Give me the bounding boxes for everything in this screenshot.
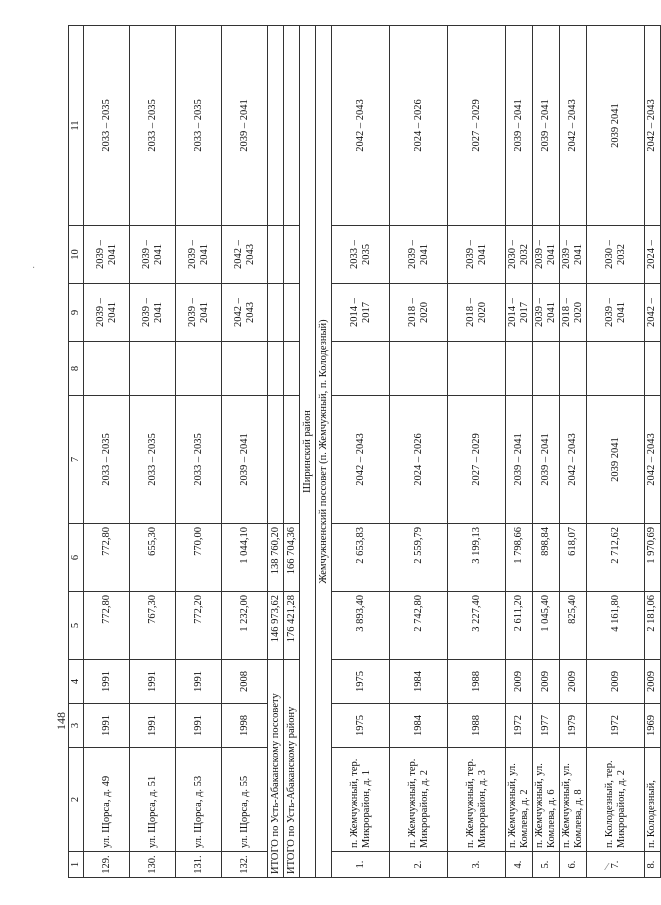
cell bbox=[332, 342, 390, 396]
cell: 1972 bbox=[506, 704, 533, 748]
row-number: 6. bbox=[560, 852, 587, 878]
cell: 2027 – 2029 bbox=[448, 396, 506, 524]
row-number: 3. bbox=[448, 852, 506, 878]
cell: 2 712,62 bbox=[587, 524, 645, 592]
cell bbox=[533, 342, 560, 396]
cell: 2042 – 2043 bbox=[560, 26, 587, 226]
cell: 2039 – 2041 bbox=[222, 26, 268, 226]
section-row bbox=[300, 26, 316, 878]
cell: 2033 – 2035 bbox=[176, 26, 222, 226]
total-row bbox=[284, 26, 300, 878]
table-row bbox=[130, 26, 176, 878]
cell: 1991 bbox=[84, 660, 130, 704]
cell: 1972 bbox=[587, 704, 645, 748]
cell: 2033 – 2035 bbox=[332, 226, 390, 284]
header-cell: 10 bbox=[69, 226, 84, 284]
header-cell: 11 bbox=[69, 26, 84, 226]
cell: 1991 bbox=[176, 704, 222, 748]
cell: 2009 bbox=[587, 660, 645, 704]
cell: 2033 – 2035 bbox=[84, 396, 130, 524]
cell: 2008 bbox=[222, 660, 268, 704]
total-label: ИТОГО по Усть-Абаканскому поссовету bbox=[268, 660, 284, 878]
cell: 825,40 bbox=[560, 592, 587, 660]
row-number: 4. bbox=[506, 852, 533, 878]
empty-cell bbox=[284, 396, 300, 524]
cell: 2042 – 2043 bbox=[645, 26, 660, 226]
row-number: 7. bbox=[587, 852, 645, 878]
cell: 2039 – 2041 bbox=[533, 226, 560, 284]
header-cell: 2 bbox=[69, 748, 84, 852]
cell: 655,30 bbox=[130, 524, 176, 592]
header-cell: 8 bbox=[69, 342, 84, 396]
page-number: 148 bbox=[54, 712, 68, 730]
header-cell: 1 bbox=[69, 852, 84, 878]
cell: 2039 – 2041 bbox=[84, 284, 130, 342]
repair-schedule-table bbox=[68, 25, 661, 878]
total-label: ИТОГО по Усть-Абаканскому району bbox=[284, 660, 300, 878]
cell: 2 181,06 bbox=[645, 592, 660, 660]
district-heading: Ширинский район bbox=[300, 26, 316, 878]
cell bbox=[587, 342, 645, 396]
cell: 1969 bbox=[645, 704, 660, 748]
empty-cell bbox=[268, 26, 284, 226]
address-cell: п. Жемчужный, ул. Комлева, д. 6 bbox=[533, 748, 560, 852]
cell: 2033 – 2035 bbox=[130, 396, 176, 524]
cell: 2009 bbox=[560, 660, 587, 704]
cell: 2030 – 2032 bbox=[587, 226, 645, 284]
cell: 2039 2041 bbox=[587, 26, 645, 226]
empty-cell bbox=[268, 226, 284, 284]
table-row bbox=[533, 26, 560, 878]
cell: 2039 – 2041 bbox=[176, 284, 222, 342]
cell: 2024 – bbox=[645, 226, 660, 284]
table-row bbox=[176, 26, 222, 878]
address-cell: п. Жемчужный, тер. Микрорайон, д. 2 bbox=[390, 748, 448, 852]
header-cell: 7 bbox=[69, 396, 84, 524]
cell: 2039 – 2041 bbox=[448, 226, 506, 284]
total-cell: 166 704,36 bbox=[284, 524, 300, 592]
cell: 2018 – 2020 bbox=[560, 284, 587, 342]
cell: 1998 bbox=[222, 704, 268, 748]
header-cell: 5 bbox=[69, 592, 84, 660]
cell: 2042 – 2043 bbox=[560, 396, 587, 524]
cell: 2039 – 2041 bbox=[533, 284, 560, 342]
address-cell: п. Жемчужный, ул. Комлева, д. 2 bbox=[506, 748, 533, 852]
cell: 2009 bbox=[533, 660, 560, 704]
cell: 2039 – 2041 bbox=[533, 396, 560, 524]
cell: 2 559,79 bbox=[390, 524, 448, 592]
address-cell: п. Жемчужный, тер. Микрорайон, д. 3 bbox=[448, 748, 506, 852]
total-cell: 146 973,62 bbox=[268, 592, 284, 660]
cell: 2039 – 2041 bbox=[390, 226, 448, 284]
cell: 1975 bbox=[332, 660, 390, 704]
empty-cell bbox=[268, 396, 284, 524]
cell: 898,84 bbox=[533, 524, 560, 592]
total-row bbox=[268, 26, 284, 878]
row-number: 5. bbox=[533, 852, 560, 878]
rotated-content bbox=[50, 26, 658, 878]
cell bbox=[506, 342, 533, 396]
cell bbox=[645, 342, 660, 396]
address-cell: ул. Щорса, д. 51 bbox=[130, 748, 176, 852]
cell: 2030 – 2032 bbox=[506, 226, 533, 284]
cell: 1991 bbox=[130, 660, 176, 704]
cell: 1991 bbox=[130, 704, 176, 748]
cell: 2 653,83 bbox=[332, 524, 390, 592]
header-cell: 3 bbox=[69, 704, 84, 748]
table-row bbox=[222, 26, 268, 878]
empty-cell bbox=[284, 284, 300, 342]
cell: 2039 – 2041 bbox=[533, 26, 560, 226]
scan-artifact: . bbox=[32, 260, 36, 271]
cell: 3 893,40 bbox=[332, 592, 390, 660]
cell: 2 611,20 bbox=[506, 592, 533, 660]
cell: 2042 – 2043 bbox=[332, 396, 390, 524]
cell: 2033 – 2035 bbox=[84, 26, 130, 226]
cell: 1991 bbox=[84, 704, 130, 748]
cell: 2009 bbox=[506, 660, 533, 704]
cell: 767,30 bbox=[130, 592, 176, 660]
address-cell: п. Жемчужный, тер. Микрорайон, д. 1 bbox=[332, 748, 390, 852]
cell bbox=[448, 342, 506, 396]
cell: 618,07 bbox=[560, 524, 587, 592]
cell: 2039 – 2041 bbox=[176, 226, 222, 284]
cell: 1 045,40 bbox=[533, 592, 560, 660]
cell: 770,00 bbox=[176, 524, 222, 592]
cell: 2014 – 2017 bbox=[506, 284, 533, 342]
cell: 1975 bbox=[332, 704, 390, 748]
header-cell: 6 bbox=[69, 524, 84, 592]
address-cell: п. Колодезный, bbox=[645, 748, 660, 852]
cell bbox=[84, 342, 130, 396]
cell: 1 798,66 bbox=[506, 524, 533, 592]
cell: 772,80 bbox=[84, 592, 130, 660]
scan-artifact: ⁄ bbox=[606, 862, 608, 873]
cell: 1991 bbox=[176, 660, 222, 704]
cell: 3 227,40 bbox=[448, 592, 506, 660]
cell bbox=[176, 342, 222, 396]
cell: 2042 – 2043 bbox=[645, 396, 660, 524]
table-row bbox=[560, 26, 587, 878]
address-cell: ул. Щорса, д. 55 bbox=[222, 748, 268, 852]
cell: 2039 – 2041 bbox=[506, 26, 533, 226]
cell: 2024 – 2026 bbox=[390, 26, 448, 226]
cell: 1984 bbox=[390, 660, 448, 704]
empty-cell bbox=[284, 342, 300, 396]
cell: 2042 – 2043 bbox=[222, 284, 268, 342]
total-cell: 176 421,28 bbox=[284, 592, 300, 660]
cell bbox=[222, 342, 268, 396]
cell: 3 199,13 bbox=[448, 524, 506, 592]
cell: 772,20 bbox=[176, 592, 222, 660]
empty-cell bbox=[284, 226, 300, 284]
cell: 2042 – 2043 bbox=[332, 26, 390, 226]
row-number: 1. bbox=[332, 852, 390, 878]
cell: 2042 – bbox=[645, 284, 660, 342]
table-row bbox=[587, 26, 645, 878]
address-cell: ул. Щорса, д. 49 bbox=[84, 748, 130, 852]
cell: 2 742,80 bbox=[390, 592, 448, 660]
address-cell: п. Колодезный, тер. Микрорайон, д. 2 bbox=[587, 748, 645, 852]
table-row bbox=[448, 26, 506, 878]
cell: 2014 – 2017 bbox=[332, 284, 390, 342]
cell: 2018 – 2020 bbox=[448, 284, 506, 342]
empty-cell bbox=[268, 342, 284, 396]
cell: 1 970,69 bbox=[645, 524, 660, 592]
table-row bbox=[506, 26, 533, 878]
row-number: 2. bbox=[390, 852, 448, 878]
cell: 772,80 bbox=[84, 524, 130, 592]
cell: 2033 – 2035 bbox=[130, 26, 176, 226]
cell: 2039 – 2041 bbox=[84, 226, 130, 284]
cell bbox=[560, 342, 587, 396]
table-row bbox=[645, 26, 660, 878]
row-number: 131. bbox=[176, 852, 222, 878]
cell: 2039 – 2041 bbox=[506, 396, 533, 524]
row-number: 130. bbox=[130, 852, 176, 878]
cell: 4 161,80 bbox=[587, 592, 645, 660]
total-cell: 138 760,20 bbox=[268, 524, 284, 592]
cell: 1 044,10 bbox=[222, 524, 268, 592]
cell: 2039 – 2041 bbox=[587, 284, 645, 342]
header-row bbox=[69, 26, 84, 878]
cell: 1988 bbox=[448, 660, 506, 704]
cell: 2024 – 2026 bbox=[390, 396, 448, 524]
row-number: 8. bbox=[645, 852, 660, 878]
cell: 1 232,00 bbox=[222, 592, 268, 660]
header-cell: 9 bbox=[69, 284, 84, 342]
table-row bbox=[332, 26, 390, 878]
cell: 2027 – 2029 bbox=[448, 26, 506, 226]
cell: 2039 2041 bbox=[587, 396, 645, 524]
section-row bbox=[316, 26, 332, 878]
council-heading: Жемчужненский поссовет (п. Жемчужный, п. Колодезный) bbox=[316, 26, 332, 878]
cell: 2039 – 2041 bbox=[560, 226, 587, 284]
cell bbox=[130, 342, 176, 396]
cell: 2042 – 2043 bbox=[222, 226, 268, 284]
cell: 1977 bbox=[533, 704, 560, 748]
row-number: 129. bbox=[84, 852, 130, 878]
cell: 2039 – 2041 bbox=[130, 284, 176, 342]
cell: 2009 bbox=[645, 660, 660, 704]
cell: 2033 – 2035 bbox=[176, 396, 222, 524]
empty-cell bbox=[268, 284, 284, 342]
row-number: 132. bbox=[222, 852, 268, 878]
cell: 1988 bbox=[448, 704, 506, 748]
header-cell: 4 bbox=[69, 660, 84, 704]
address-cell: ул. Щорса, д. 53 bbox=[176, 748, 222, 852]
cell bbox=[390, 342, 448, 396]
cell: 1984 bbox=[390, 704, 448, 748]
table-row bbox=[84, 26, 130, 878]
table-row bbox=[390, 26, 448, 878]
empty-cell bbox=[284, 26, 300, 226]
address-cell: п. Жемчужный, ул. Комлева, д. 8 bbox=[560, 748, 587, 852]
cell: 2039 – 2041 bbox=[222, 396, 268, 524]
cell: 1979 bbox=[560, 704, 587, 748]
cell: 2018 – 2020 bbox=[390, 284, 448, 342]
cell: 2039 – 2041 bbox=[130, 226, 176, 284]
